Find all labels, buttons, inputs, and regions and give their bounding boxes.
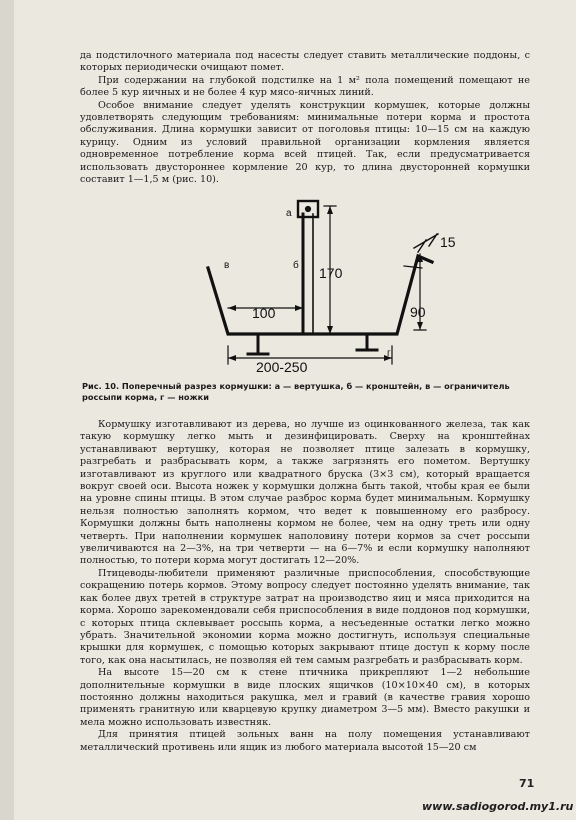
paragraph: Особое внимание следует уделять конструкции кормушек, которые должны удовлетворять следующим требованиям: минимальные потери корма и простота обслуживания. Длина кормушки зависит от поголовья птицы: 10—15 см на каждую курицу. Одним из условий правильной организации кормления является одновременное потребление корма всей птицей. Так, если предусматривается использовать двустороннее кормление 20 кур, то длина двусторонней кормушки составит 1—1,5 м (рис. 10). [80,99,530,186]
website-watermark: www.sadiogorod.my1.ru [422,800,574,813]
text-block-bottom [80,419,530,754]
dim-inner: 100 [252,305,276,321]
label-a: а [286,208,292,219]
text-block-top [80,50,530,186]
paragraph: На высоте 15—20 см к стене птичника прикрепляют 1—2 небольшие дополнительные кормушки в виде плоских ящичков (10×10×40 см), в которых постоянно должны находиться ракушка, мел и гравий (в качестве гравия хорошо применять гранитную или кварцевую крупку диаметром 3—5 мм). Вместо ракушки и мела можно использовать известняк. [80,667,530,728]
paragraph: да подстилочного материала под насесты следует ставить металлические поддоны, с которых периодически очищают помет. [80,50,530,74]
dim-slope: 90 [410,304,426,320]
label-g: г [387,348,391,359]
book-page [14,0,576,820]
paragraph: Для принятия птицей зольных ванн на полу помещения устанавливают металлический противень или ящик из любого материала высотой 15—20 см [80,729,530,753]
paragraph: Птицеводы-любители применяют различные приспособления, способствующие сокращению потерь кормов. Этому вопросу следует постоянно уделять внимание, так как более двух третей в структуре затрат на производство яиц и мяса приходится на корма. Хорошо зарекомендовали себя приспособления в виде поддонов под кормушки, с которых птица склевывает россыпь корма, а несъеденные остатки легко можно убрать. Значительной экономии корма можно достигнуть, используя специальные крышки для кормушек, с помощью которых закрывают птице доступ к корму после того, как она насытилась, не позволяя ей тем самым разгребать и разбрасывать корм. [80,567,530,666]
dim-width: 200-250 [256,359,308,375]
dim-height: 170 [319,265,343,281]
figure-caption: Рис. 10. Поперечный разрез кормушки: а — вертушка, б — кронштейн, в — ограничитель россыпи корма, г — ножки [82,381,510,402]
paragraph: При содержании на глубокой подстилке на 1 м² пола помещений помещают не более 5 кур яичных и не более 4 кур мясо-яичных линий. [80,74,530,99]
feeder-cross-section-figure [182,196,482,378]
label-v: в [224,260,230,271]
dim-lip: 15 [440,234,456,250]
label-b: б [293,260,299,271]
page-number: 71 [519,777,535,790]
paragraph: Кормушку изготавливают из дерева, но лучше из оцинкованного железа, так как такую кормушку легко мыть и дезинфицировать. Сверху на кронштейнах устанавливают вертушку, которая не позволяет птице залезать в кормушку, разгребать и разбрасывать корм, а также загрязнять его пометом. Вертушку изготавливают из круглого или квадратного бруска (3×3 см), который вращается вокруг своей оси. Высота ножек у кормушки должна быть такой, чтобы края ее были на уровне спины птицы. В этом случае разброс корма будет минимальным. Кормушку нельзя полностью заполнять кормом, что ведет к повышенному его разбросу. Кормушки должны быть наполнены кормом не более, чем на одну треть или одну четверть. При наполнении кормушек наполовину потери кормов за счет россыпи увеличиваются на 2—3%, на три четверти — на 6—7% и если кормушку наполняют полностью, то потери корма могут достигать 12—20%. [80,419,530,567]
